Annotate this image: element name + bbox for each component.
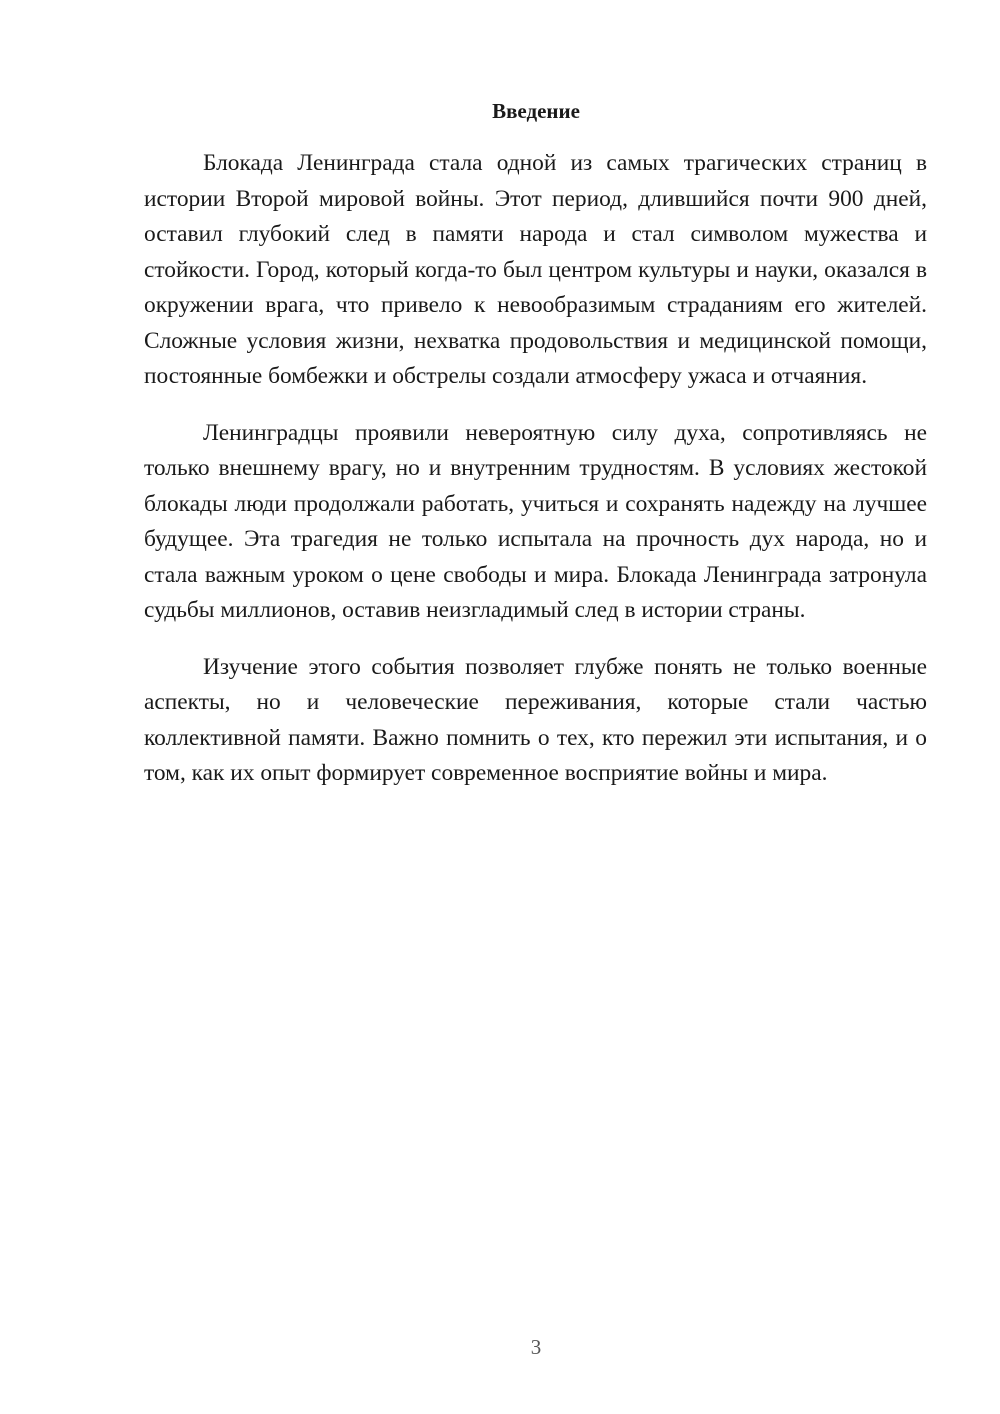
paragraph-1: Блокада Ленинграда стала одной из самых трагических страниц в истории Второй мировой войны. Этот период, длившийся почти 900 дней, оставил глубокий след в памяти народа и стал символом мужества и стойкости. Город, который когда-то был центром культуры и науки, оказался в окружении врага, что привело к невообразимым страданиям его жителей. Сложные условия жизни, нехватка продовольствия и медицинской помощи, постоянные бомбежки и обстрелы создали атмосферу ужаса и отчаяния. (144, 150, 927, 389)
body-text (144, 146, 927, 813)
section-heading: Введение (492, 99, 580, 123)
paragraph-2: Ленинградцы проявили невероятную силу духа, сопротивляясь не только внешнему врагу, но и внутренним трудностям. В условиях жестокой блокады люди продолжали работать, учиться и сохранять надежду на лучшее будущее. Эта трагедия не только испытала на прочность дух народа, но и стала важным уроком о цене свободы и мира. Блокада Ленинграда затронула судьбы миллионов, оставив неизгладимый след в истории страны. (144, 419, 927, 623)
paragraph-3: Изучение этого события позволяет глубже понять не только военные аспекты, но и человеческие переживания, которые стали частью коллективной памяти. Важно помнить о тех, кто пережил эти испытания, и о том, как их опыт формирует современное восприятие войны и мира. (144, 653, 927, 786)
page-number: 3 (530, 1335, 542, 1359)
